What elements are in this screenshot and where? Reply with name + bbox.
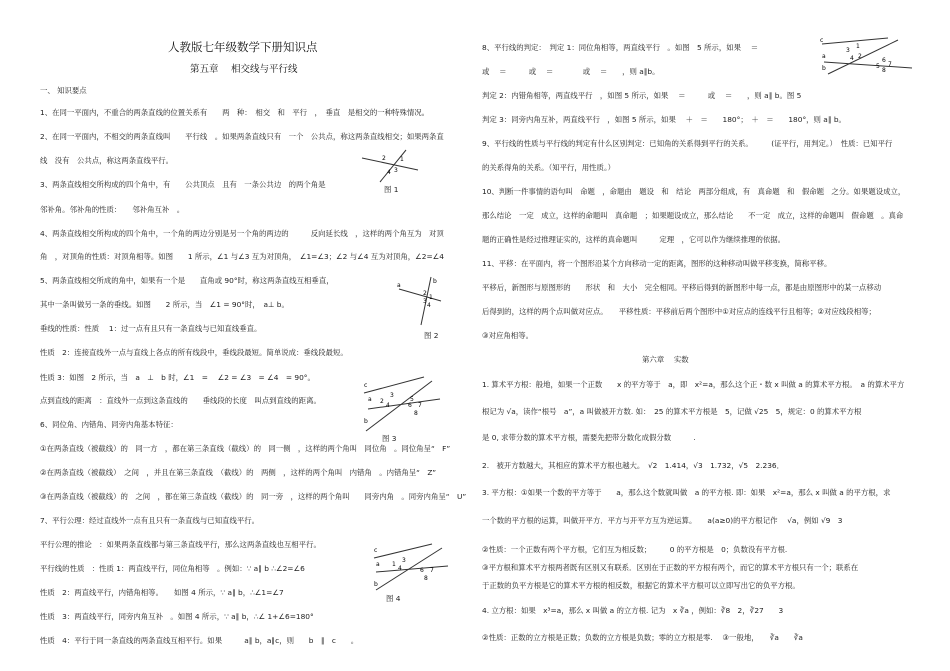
svg-text:8: 8 — [424, 575, 428, 582]
svg-text:8: 8 — [414, 410, 418, 417]
svg-text:3: 3 — [394, 167, 398, 174]
svg-text:4: 4 — [427, 302, 431, 309]
svg-text:a: a — [822, 53, 826, 60]
svg-text:2: 2 — [423, 290, 427, 297]
svg-text:3: 3 — [390, 392, 394, 399]
svg-text:3: 3 — [402, 557, 406, 564]
document-title: 人教版七年级数学下册知识点 — [168, 40, 318, 54]
figure-1 — [360, 148, 420, 184]
text-line: 平行公理的推论 ：如果两条直线都与第三条直线平行，那么这两条直线也互相平行。 — [40, 540, 321, 549]
text-line: 4、两条直线相交所构成的四个角中，一个角的两边分别是另一个角的两边的 反向延长线 ，这样的两个角互为 对顶 — [40, 229, 444, 238]
svg-text:7: 7 — [418, 402, 422, 409]
text-line: 那么结论 一定 成立，这样的命题叫 真命题 ；如果题设成立，那么结论 不一定 成立，这样的命题叫 假命题 。真命 — [482, 211, 904, 220]
text-line: 5、两条直线相交所成的角中，如果有一个是 直角或 90°时，称这两条直线互相垂直， — [40, 276, 334, 285]
text-line: 2、在同一平面内，不相交的两条直线叫 平行线 。如果两条直线只有 一个 公共点，称这两条直线相交；如果两条直 — [40, 132, 444, 141]
svg-text:8: 8 — [882, 67, 886, 74]
svg-text:4: 4 — [387, 169, 391, 176]
chapter-5-title: 第五章 相交线与平行线 — [190, 64, 298, 75]
svg-text:7: 7 — [888, 61, 892, 68]
text-line: 的关系得角的关系。（知平行，用性质。） — [482, 163, 616, 172]
svg-text:7: 7 — [430, 567, 434, 574]
text-line: 一个数的平方根的运算，叫做开平方．平方与开平方互为逆运算。 a(a≥0)的平方根记作 √a，例如 √9 3 — [482, 516, 843, 525]
svg-text:a: a — [368, 396, 372, 403]
text-line: 或 ＝ 或 ＝ 或 ＝ ，则 a∥b。 — [482, 67, 660, 76]
section-heading: 一、 知识要点 — [40, 86, 87, 95]
text-line: 11、平移：在平面内，将一个图形沿某个方向移动一定的距离，图形的这种移动叫做平移变换，简称平移。 — [482, 259, 832, 268]
figure-4-caption: 图 4 — [386, 594, 401, 603]
text-line: 性质 4：平行于同一条直线的两条直线互相平行。如果 a∥ b，a∥c，则 b ∥ c 。 — [40, 636, 359, 645]
text-line: ②性质：一个正数有两个平方根，它们互为相反数； 0 的平方根是 0；负数没有平方根. — [482, 545, 788, 554]
text-line: 平移后，新图形与原图形的 形状 和 大小 完全相同。平移后得到的新图形中每一点，都是由原图形中的某一点移动 — [482, 283, 882, 292]
svg-text:6: 6 — [420, 567, 424, 574]
svg-text:1: 1 — [400, 156, 404, 163]
figure-3 — [362, 375, 442, 433]
text-line: 线 没有 公共点，称这两条直线平行。 — [40, 156, 174, 165]
chapter-6-title: 第六章 实数 — [642, 355, 689, 364]
figure-5 — [818, 36, 914, 76]
svg-text:5: 5 — [410, 396, 414, 403]
svg-text:1: 1 — [392, 561, 396, 568]
svg-text:2: 2 — [380, 398, 384, 405]
text-line: ③对应角相等。 — [482, 331, 533, 340]
svg-text:2: 2 — [382, 155, 386, 162]
svg-text:4: 4 — [386, 402, 390, 409]
text-line: 9、平行线的性质与平行线的判定有什么区别判定：已知角的关系得到平行的关系。 (证平行，用判定。） 性质：已知平行 — [482, 139, 893, 148]
svg-text:c: c — [374, 547, 378, 554]
text-line: 3. 平方根：①如果一个数的平方等于 a，那么这个数就叫做 a 的平方根. 即：如果 x²=a，那么 x 叫做 a 的平方根，求 — [482, 488, 891, 497]
text-line: 2. 被开方数越大，其相应的算术平方根也越大。 √2 1.414，√3 1.732，√5 2.236． — [482, 461, 785, 470]
text-line: ③平方根和算术平方根两者既有区别又有联系．区别在于正数的平方根有两个，而它的算术平方根只有一个；联系在 — [482, 563, 859, 572]
svg-text:a: a — [397, 282, 401, 289]
text-line: 性质 3：如图 2 所示，当 a ⊥ b 时，∠1 = ∠2 = ∠3 = ∠4 = 90°。 — [40, 373, 315, 382]
svg-text:1: 1 — [856, 43, 860, 50]
svg-text:b: b — [374, 581, 378, 588]
svg-text:b: b — [822, 65, 826, 72]
svg-text:2: 2 — [858, 53, 862, 60]
text-line: 判定 2：内错角相等，两直线平行 ，如图 5 所示，如果 ＝ 或 ＝ ，则 a∥ b。图 5 — [482, 91, 802, 100]
text-line: ②在两条直线（被截线） 之间 ，并且在第三条直线 （截线）的 两侧 ，这样的两个角叫 内错角 。内错角呈“ Z” — [40, 468, 437, 477]
figure-3-caption: 图 3 — [382, 434, 397, 443]
text-line: 性质 3：两直线平行，同旁内角互补 。如图 4 所示，∵ a∥ b，∴∠ 1+∠6=180° — [40, 612, 314, 621]
text-line: 是 0, 求带分数的算术平方根，需要先把带分数化成假分数 . — [482, 433, 696, 442]
text-line: 垂线的性质：性质 1：过一点有且只有一条直线与已知直线垂直。 — [40, 324, 262, 333]
svg-text:3: 3 — [846, 47, 850, 54]
svg-text:b: b — [433, 278, 437, 285]
text-line: 10、判断一件事情的语句叫 命题 ，命题由 题设 和 结论 两部分组成，有 真命题 和 假命题 之分。如果题设成立， — [482, 187, 906, 196]
svg-text:5: 5 — [876, 63, 880, 70]
text-line: 后得到的，这样的两个点叫做对应点。 平移性质：平移前后两个图形中①对应点的连线平行且相等；②对应线段相等； — [482, 307, 876, 316]
text-line: 判定 3：同旁内角互补，两直线平行 ，如图 5 所示，如果 ＋ ＝ 180°； ＋ ＝ 180°，则 a∥ b。 — [482, 115, 846, 124]
svg-text:b: b — [364, 418, 368, 425]
svg-text:a: a — [376, 561, 380, 568]
svg-text:6: 6 — [882, 57, 886, 64]
text-line: 8、平行线的判定： 判定 1：同位角相等，两直线平行 。如图 5 所示，如果 ＝ — [482, 43, 766, 52]
text-line: 3、两条直线相交所构成的四个角中，有 公共顶点 且有 一条公共边 的两个角是 — [40, 180, 326, 189]
text-line: 角 ，对顶角的性质：对顶角相等。如图 1 所示，∠1 与∠3 互为对顶角， ∠1=∠3；∠2 与∠4 互为对顶角，∠2=∠4 — [40, 252, 444, 261]
text-line: ③在两条直线（被截线）的 之间 ，都在第三条直线（截线）的 同一旁 ，这样的两个角叫 同旁内角 。同旁内角呈“ U” — [40, 492, 467, 501]
text-line: 平行线的性质 ：性质 1：两直线平行，同位角相等 。例如：∵ a∥ b ∴∠2=∠6 — [40, 564, 305, 573]
text-line: 其中一条叫做另一条的垂线。如图 2 所示，当 ∠1 = 90°时， a⊥ b。 — [40, 300, 289, 309]
svg-text:1: 1 — [429, 294, 433, 301]
text-line: 题的正确性是经过推理证实的，这样的真命题叫 定理 ，它可以作为继续推理的依据。 — [482, 235, 786, 244]
svg-text:c: c — [820, 37, 824, 44]
text-line: 4. 立方根：如果 x³=a，那么 x 叫做 a 的立方根. 记为 x ∛a ，例如：∛8 2，∛27 3 — [482, 606, 784, 615]
svg-text:3: 3 — [423, 298, 427, 305]
text-line: ①在两条直线（被截线）的 同一方 ，都在第三条直线（截线）的 同一侧 ，这样的两个角叫 同位角 。同位角呈“ F” — [40, 444, 451, 453]
text-line: 邻补角。邻补角的性质： 邻补角互补 。 — [40, 205, 185, 214]
text-line: ②性质：正数的立方根是正数；负数的立方根是负数；零的立方根是零. ③一般地， ∛a ∛a — [482, 633, 803, 642]
svg-text:4: 4 — [850, 55, 854, 62]
svg-text:6: 6 — [408, 402, 412, 409]
text-line: 1. 算术平方根：般地，如果一个正数 x 的平方等于 a，即 x²=a，那么这个正・数 x 叫做 a 的算术平方根。 a 的算术平方 — [482, 380, 905, 389]
text-line: 点到直线的距离 ：直线外一点到这条直线的 垂线段的长度 叫点到直线的距离。 — [40, 396, 321, 405]
text-line: 性质 2：两直线平行，内错角相等。 如图 4 所示，∵ a∥ b，∴∠1=∠7 — [40, 588, 284, 597]
figure-4 — [372, 540, 450, 592]
text-line: 7、平行公理：经过直线外一点有且只有一条直线与已知直线平行。 — [40, 516, 260, 525]
text-line: 性质 2：连接直线外一点与直线上各点的所有线段中，垂线段最短。简单说成：垂线段最短。 — [40, 348, 348, 357]
figure-2 — [395, 275, 445, 327]
text-line: 根记为 √a，读作“根号 a”，a 叫做被开方数. 如： 25 的算术平方根是 5，记做 √25 5，规定：0 的算术平方根 — [482, 407, 862, 416]
text-line: 6、同位角、内错角、同旁内角基本特征： — [40, 420, 178, 429]
text-line: 于正数的负平方根是它的算术平方根的相反数，根据它的算术平方根可以立即写出它的负平方根。 — [482, 581, 800, 590]
text-line: 1、在同一平面内，不重合的两条直线的位置关系有 两 种： 相交 和 平行 ， 垂直 是相交的一种特殊情况。 — [40, 108, 430, 117]
figure-2-caption: 图 2 — [424, 331, 439, 340]
svg-text:4: 4 — [398, 565, 402, 572]
figure-1-caption: 图 1 — [384, 185, 399, 194]
svg-text:c: c — [364, 382, 368, 389]
